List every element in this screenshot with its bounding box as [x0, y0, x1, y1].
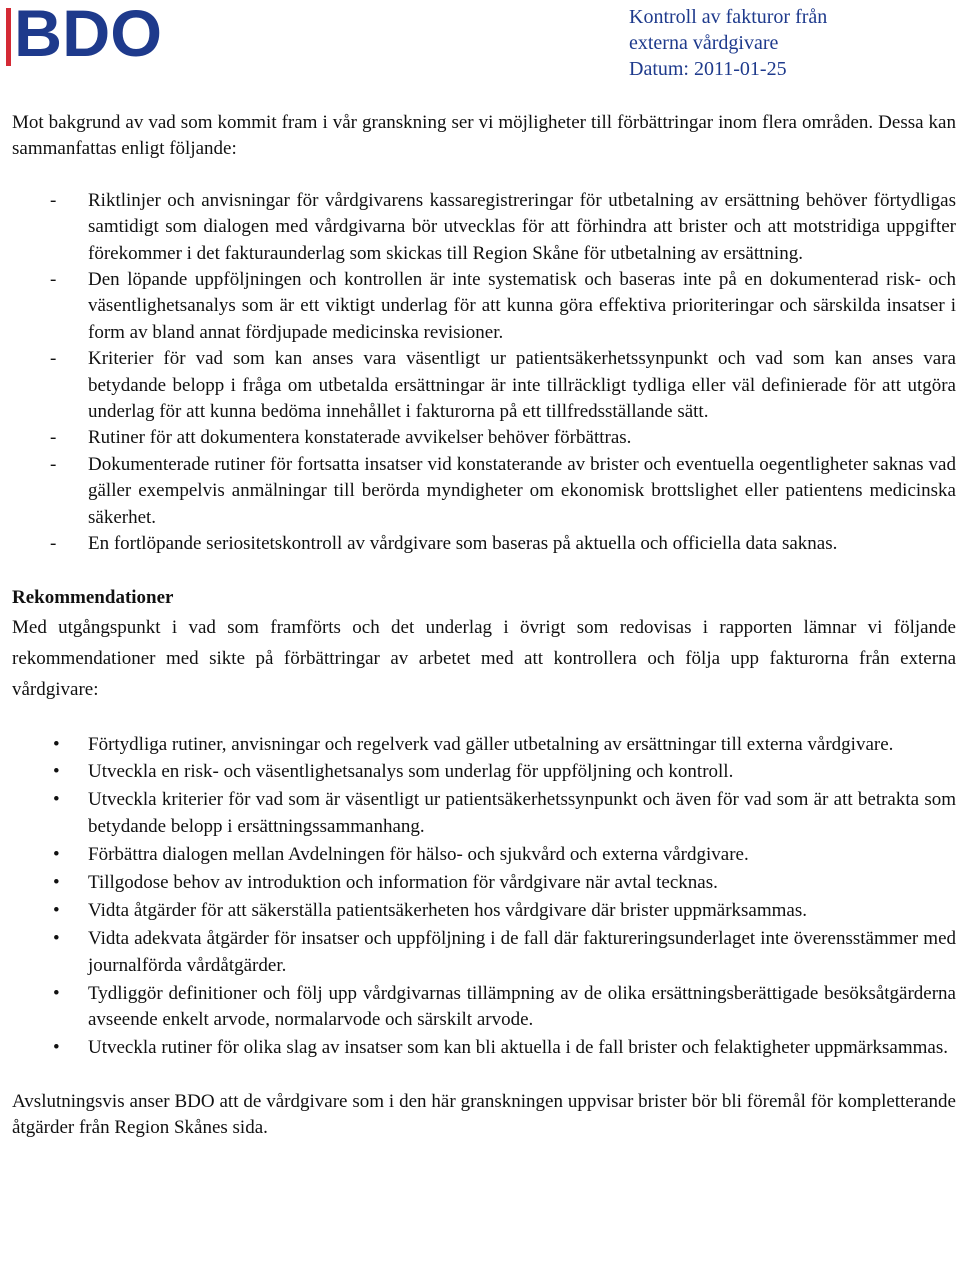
bullet-marker: • — [53, 789, 60, 811]
recommendation-text: Förbättra dialogen mellan Avdelningen för hälso- och sjukvård och externa vårdgivare. — [88, 844, 749, 866]
recommendation-item — [12, 926, 956, 979]
bullet-marker: • — [53, 761, 60, 783]
bullet-marker: • — [53, 733, 60, 755]
bullet-marker: • — [53, 1037, 60, 1059]
bullet-marker: • — [53, 844, 60, 866]
recommendations-list — [12, 732, 956, 1062]
finding-item — [12, 452, 956, 531]
recommendation-text: Utveckla kriterier för vad som är väsentligt ur patientsäkerhetssynpunkt och även för vad som är att betrakta som betydande belopp i ersättningssammanhang. — [88, 789, 956, 838]
dash-marker: - — [50, 533, 57, 555]
recommendation-item — [12, 981, 956, 1034]
recommendation-text: Förtydliga rutiner, anvisningar och regelverk vad gäller utbetalning av ersättningar till externa vårdgivare. — [88, 733, 894, 755]
dash-marker: - — [50, 189, 57, 211]
recommendations-intro: Med utgångspunkt i vad som framförts och det underlag i övrigt som redovisas i rapporten lämnar vi följande rekommendationer med sikte på förbättringar av arbetet med att kontrollera och följa upp fakturorna från externa vårdgivare: — [12, 616, 956, 700]
bdo-logo — [6, 2, 164, 66]
recommendation-item — [12, 787, 956, 840]
recommendation-item — [12, 870, 956, 897]
finding-text: Dokumenterade rutiner för fortsatta insatser vid konstaterande av brister och eventuella oegentligheter saknas vad gäller exempelvis anmälningar till berörda myndigheter om ekonomisk brottslighet eller patientens medicinska säkerhet. — [88, 453, 956, 528]
dash-marker: - — [50, 348, 57, 370]
recommendation-text: Vidta adekvata åtgärder för insatser och uppföljning i de fall där faktureringsunderlaget inte överensstämmer med journalförda vårdåtgärder. — [88, 928, 956, 976]
document-body — [12, 110, 956, 1142]
recommendation-text: Tydliggör definitioner och följ upp vårdgivarnas tillämpning av de olika ersättningsberättigade besöksåtgärderna avseende enkelt arvode, normalarvode och särskilt arvode. — [88, 982, 956, 1031]
recommendation-text: Tillgodose behov av introduktion och information för vårdgivare när avtal tecknas. — [88, 872, 718, 894]
findings-list — [12, 188, 956, 558]
logo-red-bar — [6, 8, 11, 66]
finding-text: Rutiner för att dokumentera konstaterade avvikelser behöver förbättras. — [88, 427, 632, 449]
finding-text: Riktlinjer och anvisningar för vårdgivarens kassaregistreringar för utbetalning av ersättning behöver förtydligas samtidigt som dialogen med vårdgivarna bör utvecklas för att förhindra att brister och att motstridiga uppgifter förekommer i det fakturaunderlag som skickas till Region Skåne för utbetalning av ersättning. — [88, 189, 956, 264]
finding-item — [12, 531, 956, 557]
recommendation-item — [12, 898, 956, 925]
recommendation-text: Vidta åtgärder för att säkerställa patientsäkerheten hos vårdgivare där brister uppmärksammas. — [88, 900, 807, 922]
recommendation-text: Utveckla en risk- och väsentlighetsanalys som underlag för uppföljning och kontroll. — [88, 761, 734, 783]
recommendations-heading: Rekommendationer — [12, 586, 174, 608]
dash-marker: - — [50, 269, 57, 291]
recommendation-item — [12, 1035, 956, 1062]
recommendation-text: Utveckla rutiner för olika slag av insatser som kan bli aktuella i de fall brister och felaktigheter uppmärksammas. — [88, 1037, 949, 1059]
bullet-marker: • — [53, 872, 60, 894]
header-date: Datum: 2011-01-25 — [629, 58, 787, 80]
intro-paragraph: Mot bakgrund av vad som kommit fram i vår granskning ser vi möjligheter till förbättringar inom flera områden. Dessa kan sammanfattas enligt följande: — [12, 112, 956, 160]
closing-paragraph: Avslutningsvis anser BDO att de vårdgivare som i den här granskningen uppvisar brister bör bli föremål för kompletterande åtgärder från Region Skånes sida. — [12, 1090, 956, 1139]
bullet-marker: • — [53, 982, 60, 1004]
finding-item — [12, 346, 956, 425]
header-title-line1: Kontroll av fakturor från — [629, 6, 828, 28]
recommendation-item — [12, 732, 956, 759]
finding-text: Den löpande uppföljningen och kontrollen är inte systematisk och baseras inte på en dokumenterad risk- och väsentlighetsanalys som är ett viktigt underlag för att kunna göra effektiva prioriteringar och särskilda insatser i form av bland annat fördjupade medicinska revisioner. — [88, 269, 956, 343]
finding-text: En fortlöpande seriositetskontroll av vårdgivare som baseras på aktuella och officiella data saknas. — [88, 533, 838, 555]
finding-item — [12, 267, 956, 346]
recommendation-item — [12, 759, 956, 786]
dash-marker: - — [50, 453, 57, 475]
dash-marker: - — [50, 427, 57, 449]
bullet-marker: • — [53, 900, 60, 922]
bullet-marker: • — [53, 928, 60, 949]
finding-item — [12, 188, 956, 267]
finding-text: Kriterier för vad som kan anses vara väsentligt ur patientsäkerhetssynpunkt och vad som kan anses vara betydande belopp i fråga om utbetalda ersättningar är inte tillräckligt tydliga eller väl definierade för att utgöra underlag för att kunna bedöma innehållet i fakturorna på ett tillfredsställande sätt. — [88, 348, 956, 423]
logo-text: BDO — [14, 2, 162, 66]
document-header — [629, 4, 827, 82]
header-title-line2: externa vårdgivare — [629, 32, 779, 54]
recommendation-item — [12, 842, 956, 869]
finding-item — [12, 425, 956, 451]
